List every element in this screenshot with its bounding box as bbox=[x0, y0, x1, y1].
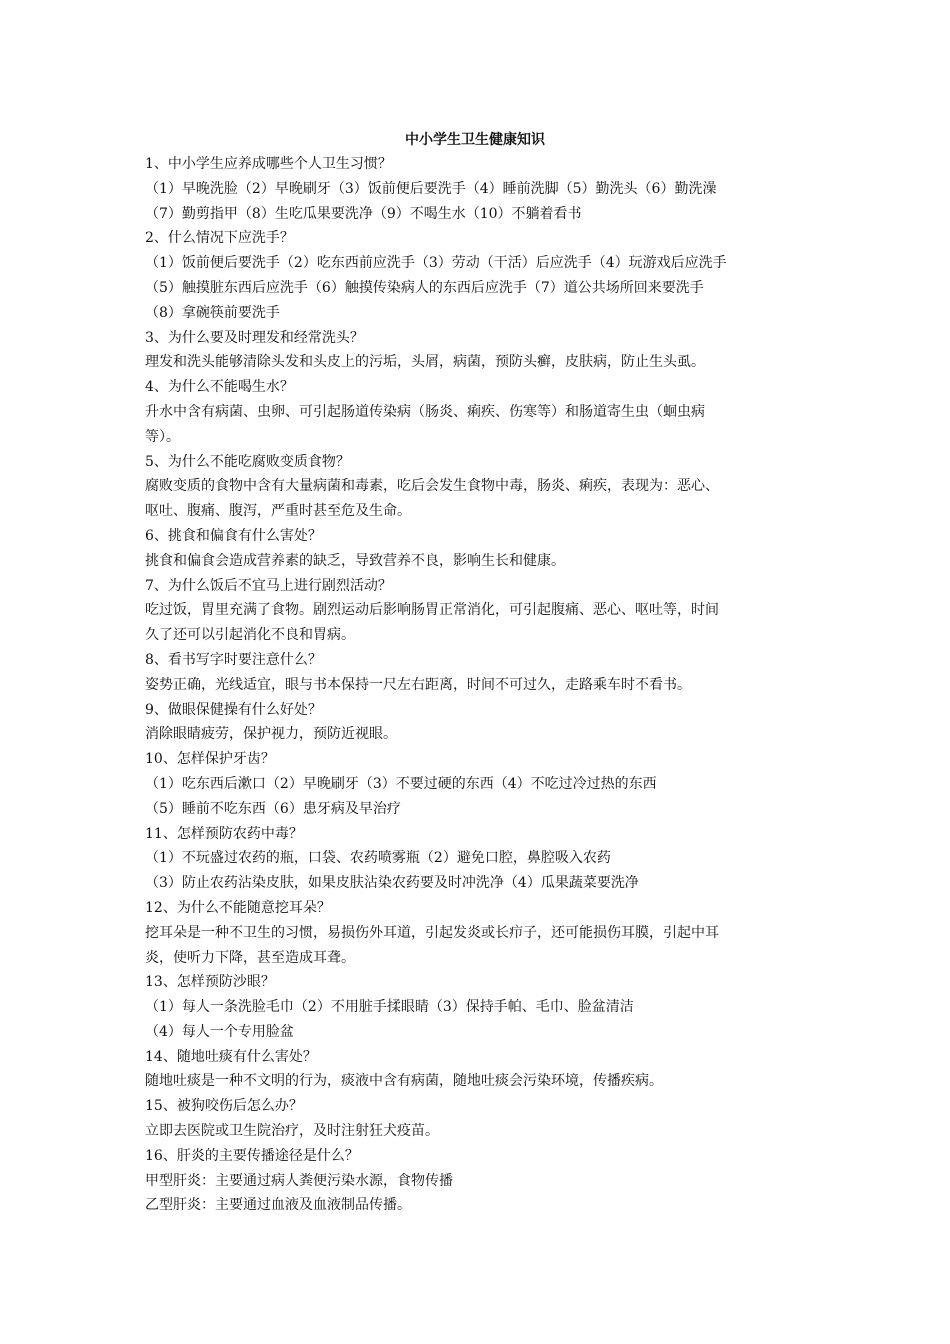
answer-line: 久了还可以引起消化不良和胃病。 bbox=[145, 627, 355, 644]
answer-line: 姿势正确，光线适宜，眼与书本保持一尺左右距离，时间不可过久，走路乘车时不看书。 bbox=[145, 676, 691, 693]
answer-line: 吃过饭，胃里充满了食物。剧烈运动后影响肠胃正常消化，可引起腹痛、恶心、呕吐等，时间 bbox=[145, 602, 719, 619]
question-heading: 10、怎样保护牙齿？ bbox=[145, 751, 275, 768]
answer-line: 炎，使听力下降，甚至造成耳聋。 bbox=[145, 949, 355, 966]
answer-line: 随地吐痰是一种不文明的行为，痰液中含有病菌，随地吐痰会污染环境，传播疾病。 bbox=[145, 1073, 663, 1090]
question-heading: 9、做眼保健操有什么好处？ bbox=[145, 701, 322, 718]
answer-line: （1）饭前便后要洗手（2）吃东西前应洗手（3）劳动（干活）后应洗手（4）玩游戏后应洗手 bbox=[145, 255, 727, 272]
answer-line: 挑食和偏食会造成营养素的缺乏，导致营养不良，影响生长和健康。 bbox=[145, 552, 565, 569]
answer-line: （1）早晚洗脸（2）早晚刷牙（3）饭前便后要洗手（4）睡前洗脚（5）勤洗头（6）勤洗澡 bbox=[145, 180, 717, 197]
answer-line: （5）睡前不吃东西（6）患牙病及早治疗 bbox=[145, 800, 401, 817]
answer-line: 挖耳朵是一种不卫生的习惯，易损伤外耳道，引起发炎或长疖子，还可能损伤耳膜，引起中耳 bbox=[145, 924, 719, 941]
question-heading: 6、挑食和偏食有什么害处？ bbox=[145, 527, 322, 544]
answer-line: （8）拿碗筷前要洗手 bbox=[145, 304, 280, 321]
question-heading: 5、为什么不能吃腐败变质食物？ bbox=[145, 453, 350, 470]
answer-line: 腐败变质的食物中含有大量病菌和毒素，吃后会发生食物中毒，肠炎、痢疾，表现为：恶心、 bbox=[145, 478, 719, 495]
answer-line: （1）不玩盛过农药的瓶，口袋、农药喷雾瓶（2）避免口腔，鼻腔吸入农药 bbox=[145, 850, 611, 867]
answer-line: 甲型肝炎：主要通过病人粪便污染水源，食物传播 bbox=[145, 1172, 453, 1189]
question-heading: 2、什么情况下应洗手？ bbox=[145, 230, 294, 247]
answer-line: （1）吃东西后漱口（2）早晚刷牙（3）不要过硬的东西（4）不吃过冷过热的东西 bbox=[145, 775, 657, 792]
answer-line: 理发和洗头能够清除头发和头皮上的污垢，头屑，病菌，预防头癣，皮肤病，防止生头虱。 bbox=[145, 354, 705, 371]
question-heading: 11、怎样预防农药中毒？ bbox=[145, 825, 303, 842]
question-heading: 3、为什么要及时理发和经常洗头？ bbox=[145, 329, 364, 346]
answer-line: （7）勤剪指甲（8）生吃瓜果要洗净（9）不喝生水（10）不躺着看书 bbox=[145, 205, 582, 222]
answer-line: （1）每人一条洗脸毛巾（2）不用脏手揉眼睛（3）保持手帕、毛巾、脸盆清洁 bbox=[145, 999, 634, 1016]
question-heading: 1、中小学生应养成哪些个人卫生习惯？ bbox=[145, 156, 392, 172]
answer-line: （5）触摸脏东西后应洗手（6）触摸传染病人的东西后应洗手（7）道公共场所回来要洗手 bbox=[145, 279, 704, 296]
answer-line: 升水中含有病菌、虫卵、可引起肠道传染病（肠炎、痢疾、伤寒等）和肠道寄生虫（蛔虫病 bbox=[145, 403, 705, 420]
answer-line: （3）防止农药沾染皮肤，如果皮肤沾染农药要及时冲洗净（4）瓜果蔬菜要洗净 bbox=[145, 875, 639, 892]
question-heading: 4、为什么不能喝生水？ bbox=[145, 379, 294, 396]
question-heading: 15、被狗咬伤后怎么办？ bbox=[145, 1098, 303, 1115]
document-title: 中小学生卫生健康知识 bbox=[405, 132, 545, 148]
answer-line: 呕吐、腹痛、腹泻，严重时甚至危及生命。 bbox=[145, 503, 411, 520]
document-body bbox=[145, 152, 810, 1218]
question-heading: 16、肝炎的主要传播途径是什么？ bbox=[145, 1147, 359, 1164]
question-heading: 13、怎样预防沙眼？ bbox=[145, 974, 275, 991]
answer-line: （4）每人一个专用脸盆 bbox=[145, 1023, 294, 1040]
question-heading: 7、为什么饭后不宜马上进行剧烈活动？ bbox=[145, 577, 392, 594]
answer-line: 乙型肝炎：主要通过血液及血液制品传播。 bbox=[145, 1197, 411, 1214]
answer-line: 等）。 bbox=[145, 428, 180, 445]
answer-line: 立即去医院或卫生院治疗，及时注射狂犬疫苗。 bbox=[145, 1123, 439, 1140]
question-heading: 8、看书写字时要注意什么？ bbox=[145, 651, 322, 668]
answer-line: 消除眼睛疲劳，保护视力，预防近视眼。 bbox=[145, 726, 397, 743]
question-heading: 14、随地吐痰有什么害处？ bbox=[145, 1048, 317, 1065]
question-heading: 12、为什么不能随意挖耳朵？ bbox=[145, 899, 331, 916]
